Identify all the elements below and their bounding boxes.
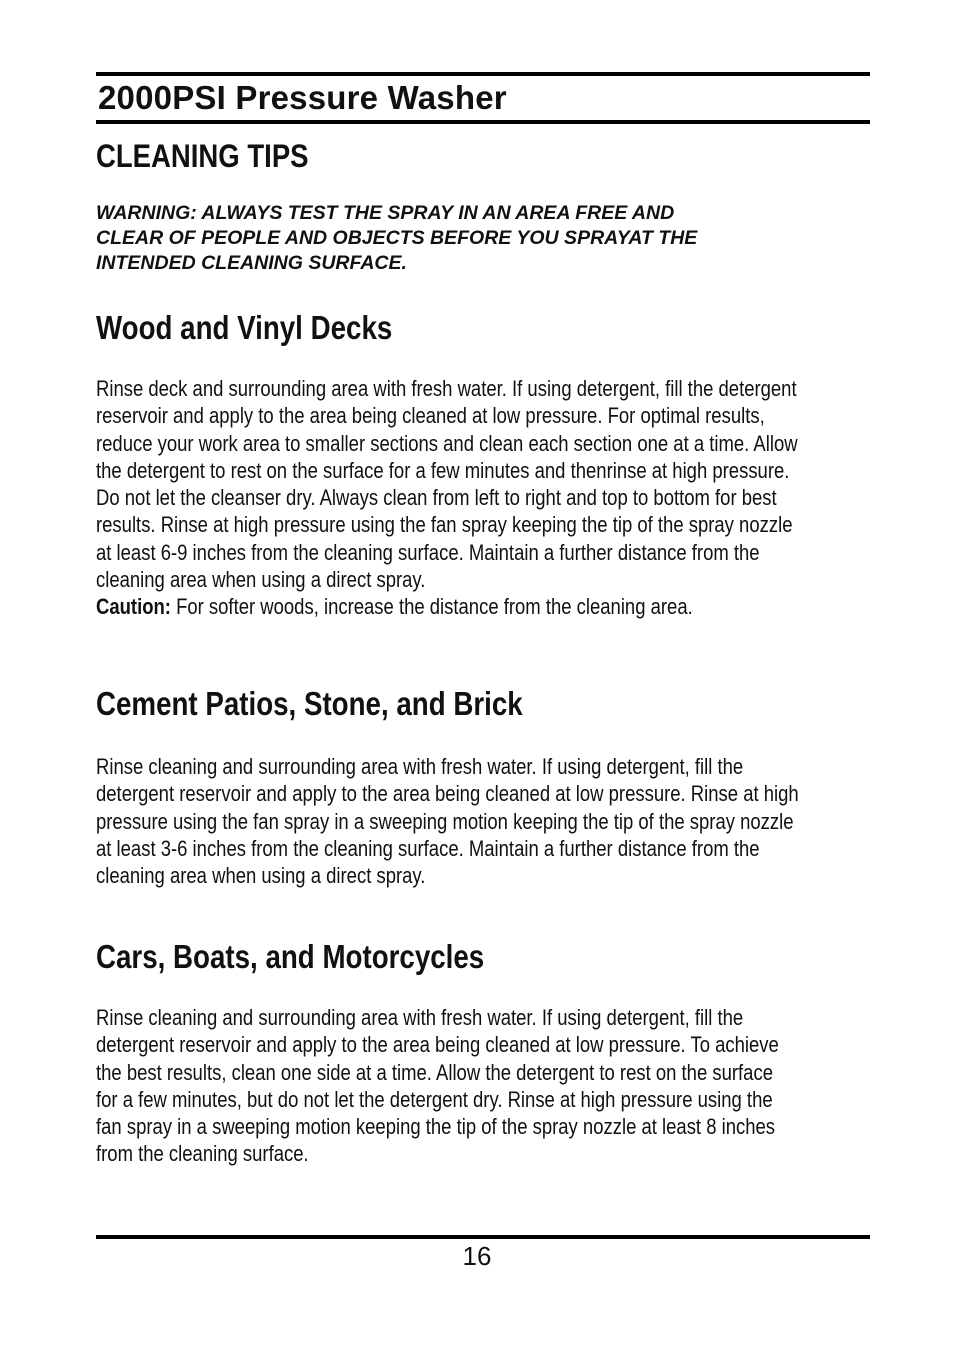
subheading-cars-boats: Cars, Boats, and Motorcycles — [96, 938, 485, 975]
subheading-wood-vinyl-decks: Wood and Vinyl Decks — [96, 309, 393, 346]
paragraph-line: pressure using the fan spray in a sweeping motion keeping the tip of the spray nozzle — [96, 808, 794, 834]
paragraph-line: Rinse cleaning and surrounding area with fresh water. If using detergent, fill the — [96, 1005, 744, 1030]
paragraph-line: the detergent to rest on the surface for a few minutes and thenrinse at high pressure. — [96, 457, 790, 483]
caution-text: For softer woods, increase the distance from the cleaning area. — [170, 594, 693, 620]
subheading-cement-patios: Cement Patios, Stone, and Brick — [96, 685, 523, 722]
footer-rule — [96, 1235, 870, 1239]
caution-label: Caution: — [96, 594, 171, 620]
paragraph-line: Do not let the cleanser dry. Always clean from left to right and top to bottom for best — [96, 485, 777, 511]
header-rule-bottom — [96, 120, 870, 124]
paragraph-line: Rinse cleaning and surrounding area with fresh water. If using detergent, fill the — [96, 754, 744, 779]
paragraph-line: from the cleaning surface. — [96, 1141, 309, 1167]
warning-line: CLEAR OF PEOPLE AND OBJECTS BEFORE YOU SPRAYAT THE — [96, 227, 698, 249]
paragraph-line: cleaning area when using a direct spray. — [96, 567, 426, 593]
paragraph-line: reduce your work area to smaller sections and clean each section one at a time. Allow — [96, 430, 798, 456]
paragraph-line: reservoir and apply to the area being cleaned at low pressure. For optimal results, — [96, 403, 765, 429]
paragraph-line: at least 3-6 inches from the cleaning surface. Maintain a further distance from the — [96, 835, 760, 861]
paragraph-line: Rinse deck and surrounding area with fresh water. If using detergent, fill the detergent — [96, 376, 797, 401]
paragraph-wood-vinyl-decks — [96, 375, 877, 621]
warning-line: WARNING: ALWAYS TEST THE SPRAY IN AN AREA FREE AND — [96, 202, 675, 224]
paragraph-line: detergent reservoir and apply to the area being cleaned at low pressure. To achieve — [96, 1032, 779, 1058]
warning-notice — [96, 201, 876, 276]
paragraph-cars-boats — [96, 1004, 877, 1168]
paragraph-line: the best results, clean one side at a time. Allow the detergent to rest on the surface — [96, 1059, 773, 1085]
caution-note — [96, 593, 877, 620]
paragraph-line: results. Rinse at high pressure using the fan spray keeping the tip of the spray nozzle — [96, 512, 793, 538]
header-rule-top — [96, 72, 870, 76]
warning-line: INTENDED CLEANING SURFACE. — [96, 252, 407, 274]
section-title: CLEANING TIPS — [96, 138, 309, 174]
paragraph-cement-patios — [96, 753, 877, 889]
document-title: 2000PSI Pressure Washer — [98, 79, 507, 116]
paragraph-line: at least 6-9 inches from the cleaning surface. Maintain a further distance from the — [96, 539, 760, 565]
paragraph-line: fan spray in a sweeping motion keeping the tip of the spray nozzle at least 8 inches — [96, 1114, 776, 1140]
paragraph-line: for a few minutes, but do not let the detergent dry. Rinse at high pressure using the — [96, 1086, 773, 1112]
page-number: 16 — [462, 1241, 492, 1271]
paragraph-line: cleaning area when using a direct spray. — [96, 863, 426, 889]
paragraph-line: detergent reservoir and apply to the area being cleaned at low pressure. Rinse at high — [96, 781, 799, 807]
